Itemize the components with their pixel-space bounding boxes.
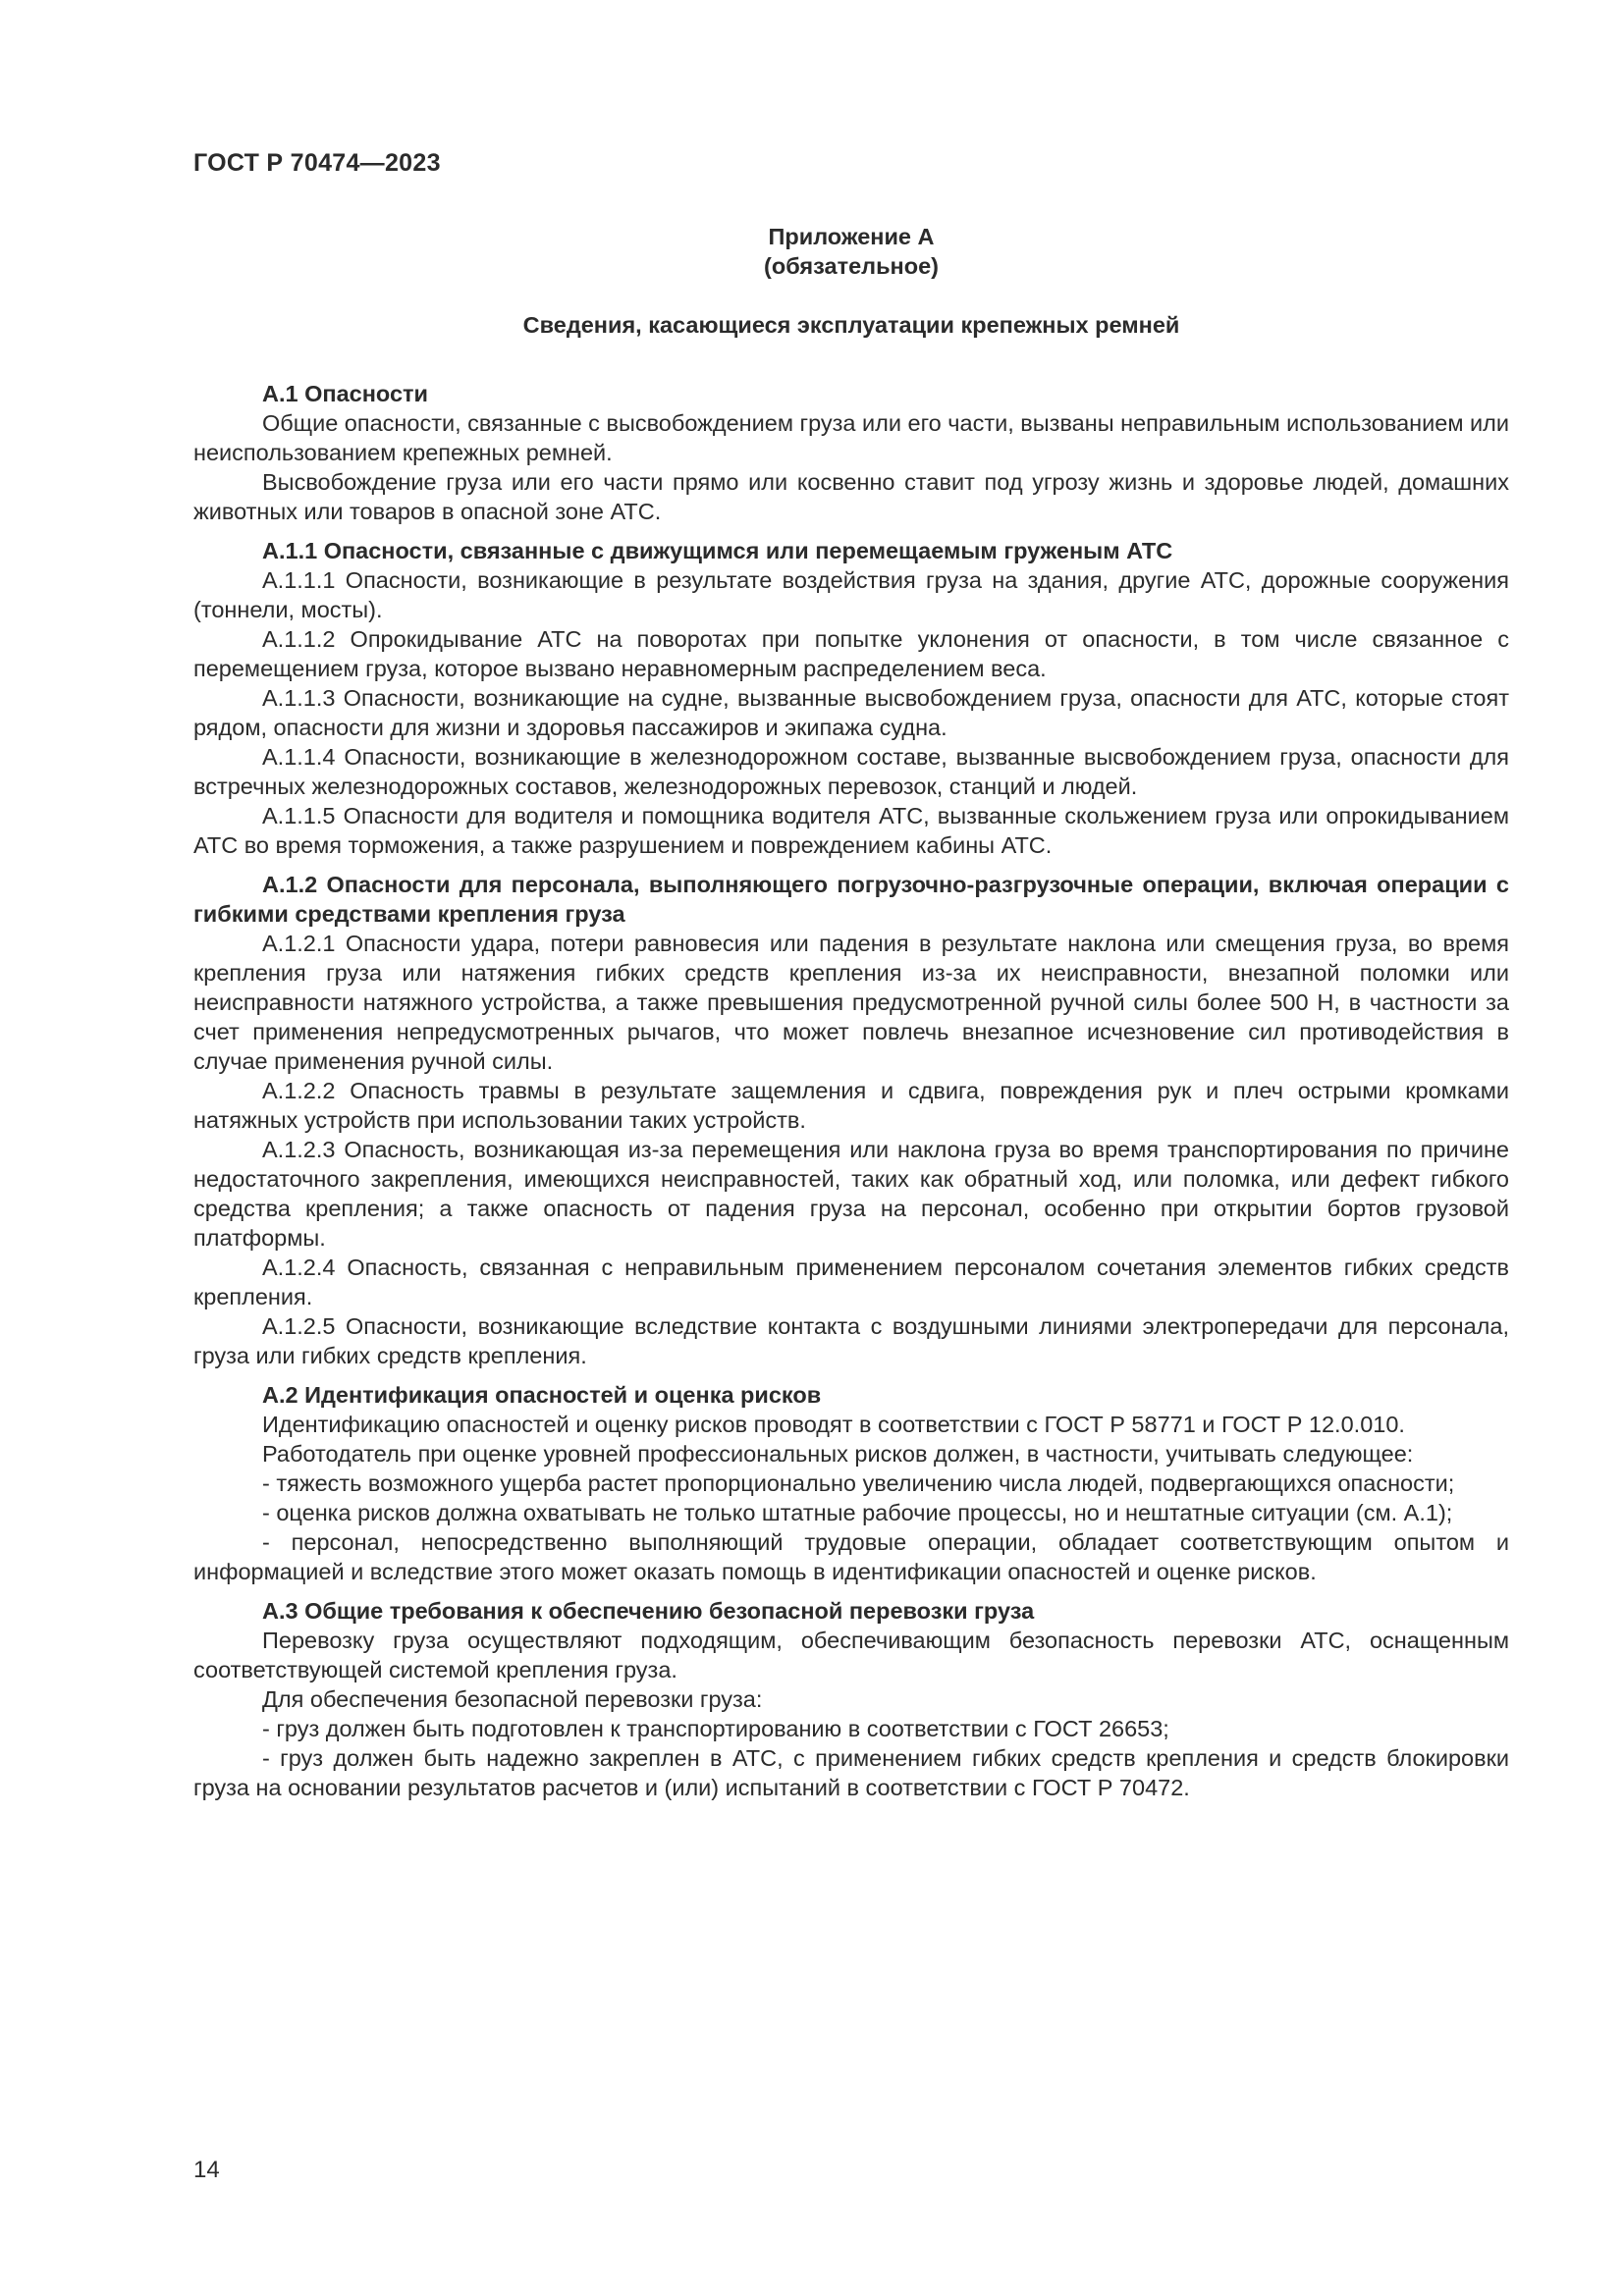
paragraph: Общие опасности, связанные с высвобождением груза или его части, вызваны неправильным использованием или неиспользованием крепежных ремней. (193, 410, 1509, 465)
paragraph: А.1.2.1 Опасности удара, потери равновесия или падения в результате наклона или смещения груза, во время крепления груза или натяжения гибких средств крепления из-за их неисправности, внезапной поломки или неисправности натяжного устройства, а также превышения предусмотренной ручной силы более 500 Н, в частности за счет применения непредусмотренных рычагов, что может повлечь внезапное исчезновение сил противодействия в случае применения ручной силы. (193, 931, 1509, 1074)
page-number: 14 (193, 2157, 220, 2183)
page-content (193, 222, 1509, 1802)
document-header: ГОСТ Р 70474—2023 (193, 149, 441, 177)
annex-status: (обязательное) (764, 253, 939, 279)
list-item: - тяжесть возможного ущерба растет пропорционально увеличению числа людей, подвергающихся опасности; (262, 1470, 1455, 1496)
paragraph: А.1.1.3 Опасности, возникающие на судне, вызванные высвобождением груза, опасности для АТС, которые стоят рядом, опасности для жизни и здоровья пассажиров и экипажа судна. (193, 685, 1509, 740)
section-a3-heading: А.3 Общие требования к обеспечению безопасной перевозки груза (262, 1598, 1035, 1624)
paragraph: А.1.2.3 Опасность, возникающая из-за перемещения или наклона груза во время транспортирования по причине недостаточного закрепления, имеющихся неисправностей, таких как обратный ход, или поломка, или дефект гибкого средства крепления; а также опасность от падения груза на персонал, особенно при открытии бортов грузовой платформы. (193, 1137, 1509, 1251)
paragraph: Идентификацию опасностей и оценку рисков проводят в соответствии с ГОСТ Р 58771 и ГОСТ Р 12.0.010. (262, 1412, 1405, 1437)
annex-title: Сведения, касающиеся эксплуатации крепежных ремней (522, 312, 1180, 338)
section-a1-2-heading: А.1.2 Опасности для персонала, выполняющего погрузочно-разгрузочные операции, включая операции с гибкими средствами крепления груза (193, 872, 1509, 927)
annex-label: Приложение А (768, 224, 935, 249)
paragraph: Высвобождение груза или его части прямо или косвенно ставит под угрозу жизнь и здоровье людей, домашних животных или товаров в опасной зоне АТС. (193, 469, 1509, 524)
paragraph: А.1.2.2 Опасность травмы в результате защемления и сдвига, повреждения рук и плеч острыми кромками натяжных устройств при использовании таких устройств. (193, 1078, 1509, 1133)
section-a1-heading: А.1 Опасности (262, 381, 428, 406)
list-item: - груз должен быть надежно закреплен в АТС, с применением гибких средств крепления и средств блокировки груза на основании результатов расчетов и (или) испытаний в соответствии с ГОСТ Р 70472. (193, 1745, 1509, 1800)
paragraph: Перевозку груза осуществляют подходящим, обеспечивающим безопасность перевозки АТС, оснащенным соответствующей системой крепления груза. (193, 1628, 1509, 1682)
paragraph: Работодатель при оценке уровней профессиональных рисков должен, в частности, учитывать следующее: (262, 1441, 1414, 1467)
list-item: - оценка рисков должна охватывать не только штатные рабочие процессы, но и нештатные ситуации (см. А.1); (262, 1500, 1453, 1525)
paragraph: А.1.1.1 Опасности, возникающие в результате воздействия груза на здания, другие АТС, дорожные сооружения (тоннели, мосты). (193, 567, 1509, 622)
list-item: - груз должен быть подготовлен к транспортированию в соответствии с ГОСТ 26653; (262, 1716, 1169, 1741)
paragraph: А.1.1.2 Опрокидывание АТС на поворотах при попытке уклонения от опасности, в том числе связанное с перемещением груза, которое вызвано неравномерным распределением веса. (193, 626, 1509, 681)
paragraph: Для обеспечения безопасной перевозки груза: (262, 1686, 763, 1712)
section-a1-1-heading: А.1.1 Опасности, связанные с движущимся или перемещаемым груженым АТС (262, 538, 1173, 563)
paragraph: А.1.1.4 Опасности, возникающие в железнодорожном составе, вызванные высвобождением груза, опасности для встречных железнодорожных составов, железнодорожных перевозок, станций и людей. (193, 744, 1509, 799)
paragraph: А.1.2.5 Опасности, возникающие вследствие контакта с воздушными линиями электропередачи для персонала, груза или гибких средств крепления. (193, 1313, 1509, 1368)
list-item: - персонал, непосредственно выполняющий трудовые операции, обладает соответствующим опытом и информацией и вследствие этого может оказать помощь в идентификации опасностей и оценке рисков. (193, 1529, 1509, 1584)
section-a2-heading: А.2 Идентификация опасностей и оценка рисков (262, 1382, 822, 1408)
paragraph: А.1.2.4 Опасность, связанная с неправильным применением персоналом сочетания элементов гибких средств крепления. (193, 1255, 1509, 1309)
paragraph: А.1.1.5 Опасности для водителя и помощника водителя АТС, вызванные скольжением груза или опрокидыванием АТС во время торможения, а также разрушением и повреждением кабины АТС. (193, 803, 1509, 858)
